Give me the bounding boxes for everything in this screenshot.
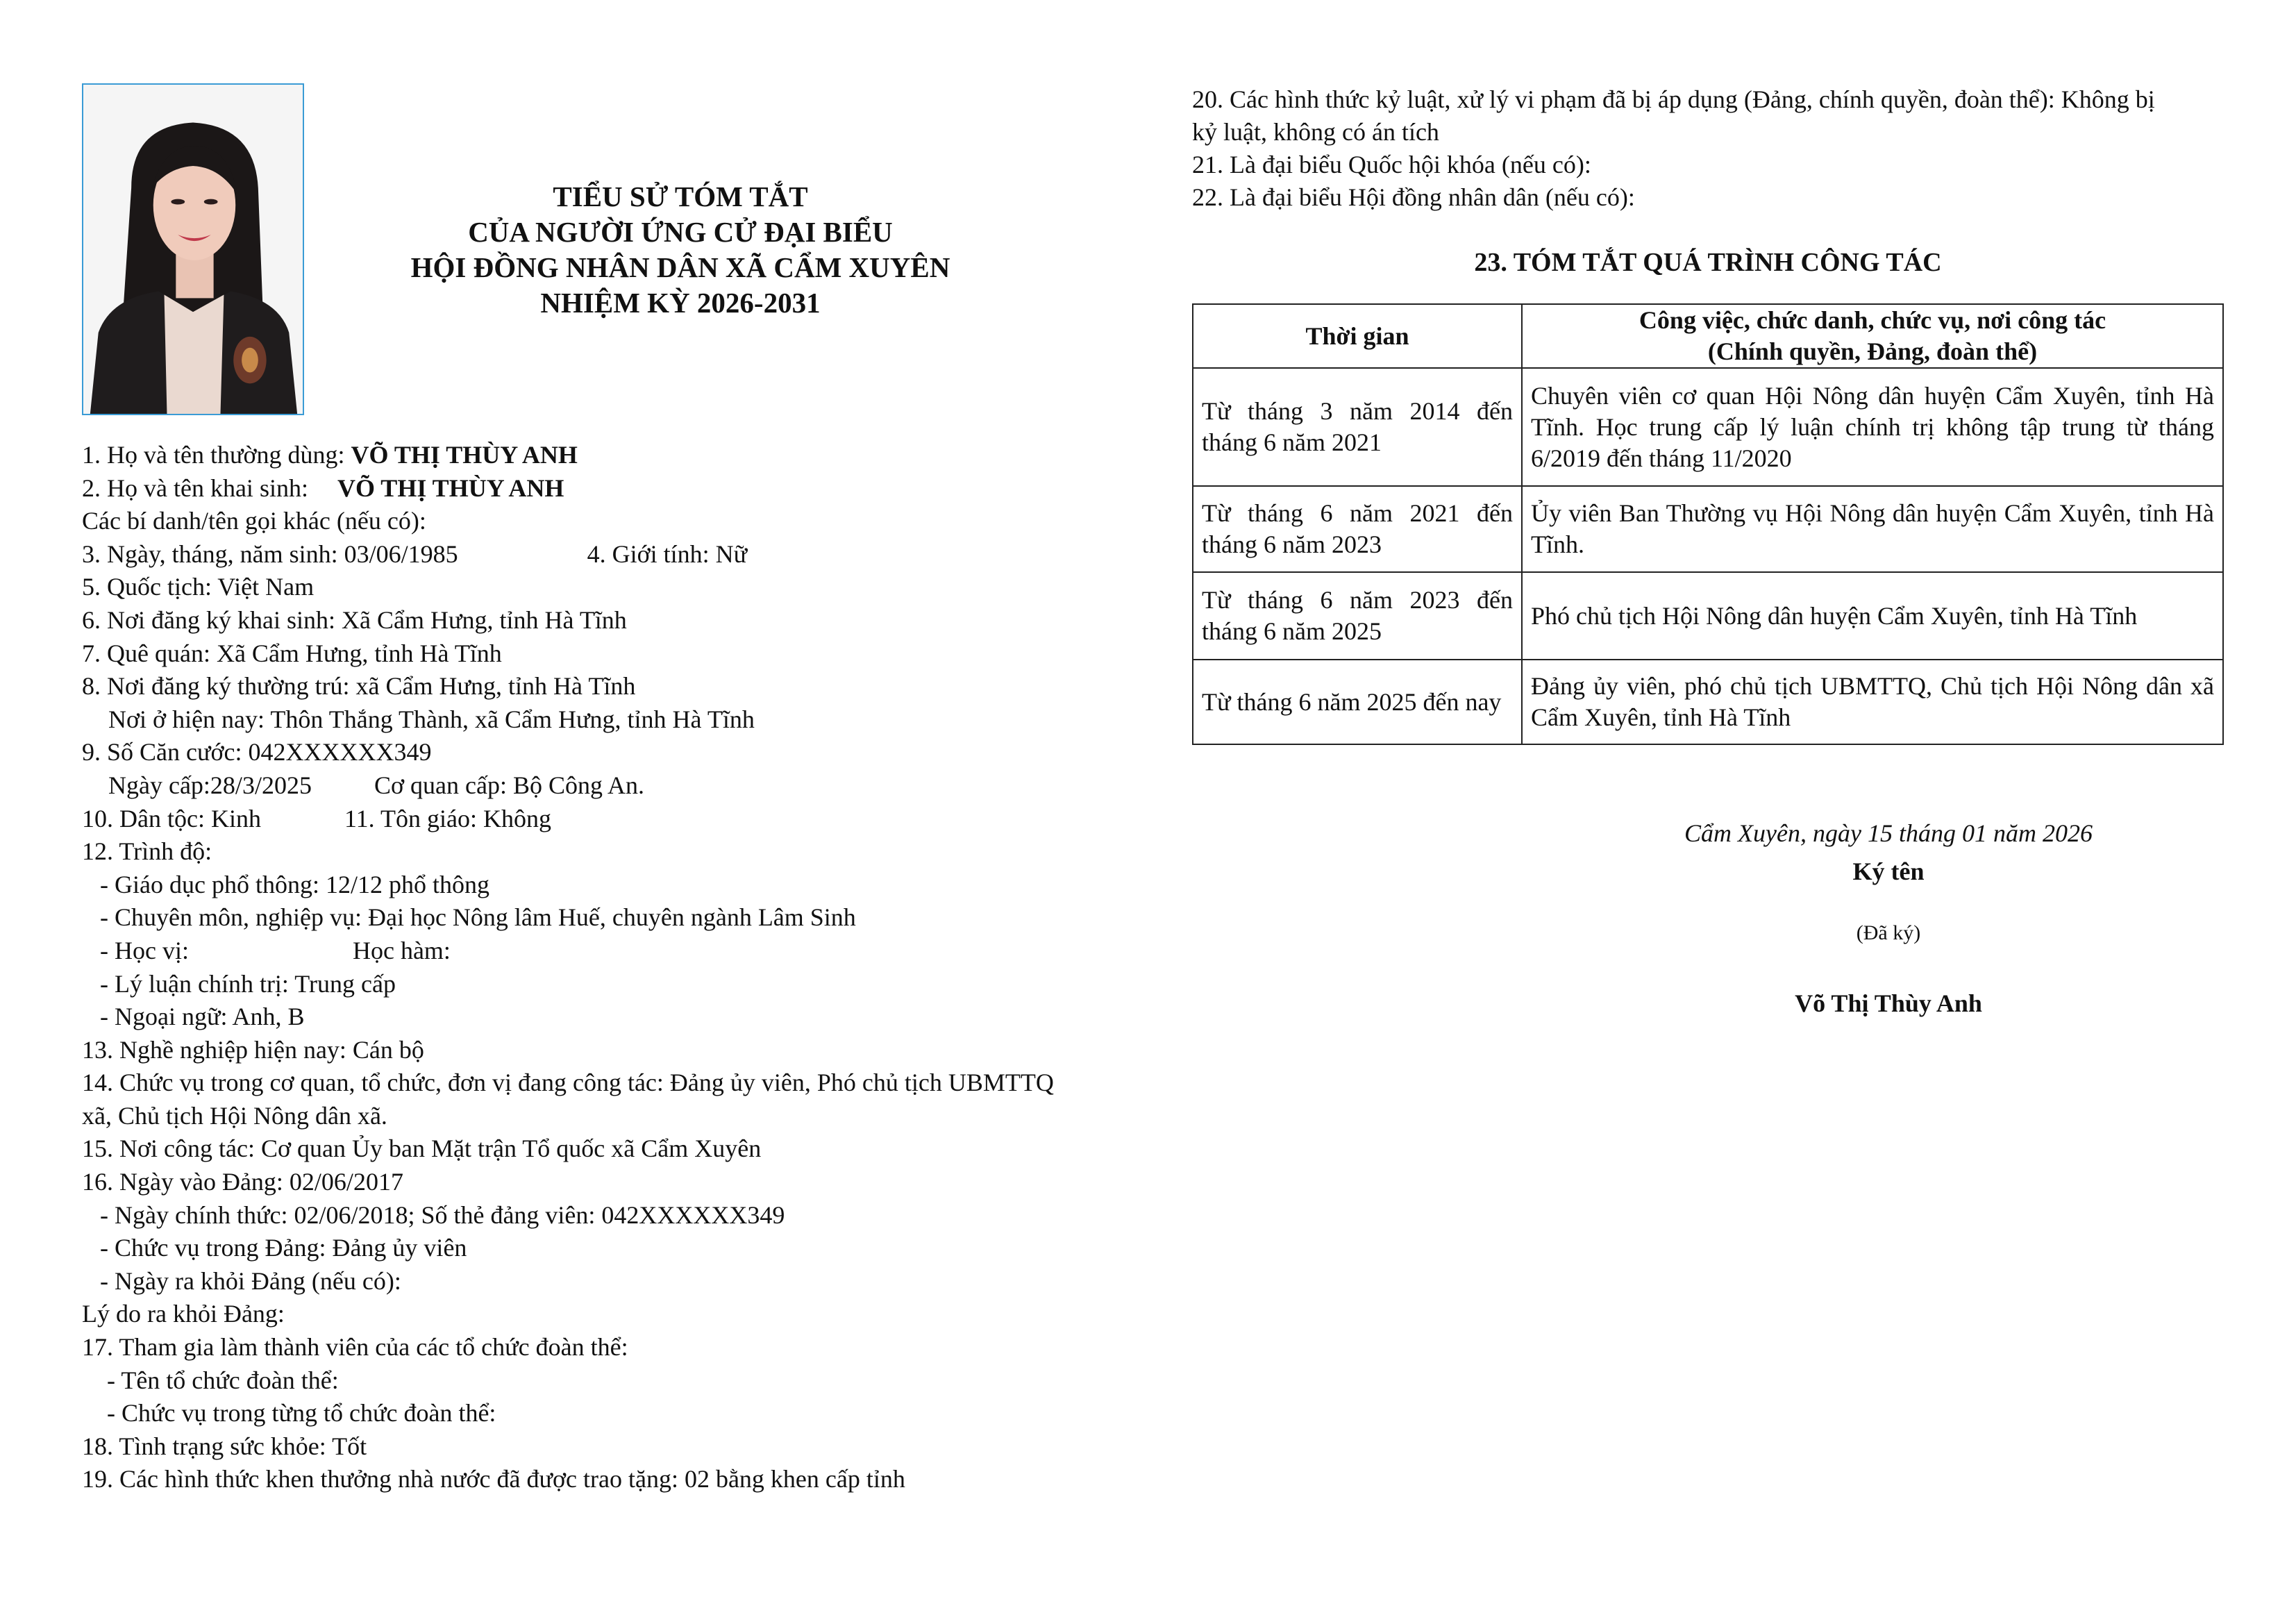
- personal-info-section: [82, 439, 1137, 1496]
- row-job: Chuyên viên cơ quan Hội Nông dân huyện Cẩm Xuyên, tỉnh Hà Tĩnh. Học trung cấp lý luận chính trị không tập trung từ tháng 6/2019 đến tháng 11/2020: [1522, 368, 2223, 486]
- row-job: Ủy viên Ban Thường vụ Hội Nông dân huyện Cẩm Xuyên, tỉnh Hà Tĩnh.: [1522, 486, 2223, 572]
- field-national-assembly: 21. Là đại biểu Quốc hội khóa (nếu có):: [1192, 151, 1591, 178]
- field-peoples-council: 22. Là đại biểu Hội đồng nhân dân (nếu có):: [1192, 183, 1635, 211]
- row-time: Từ tháng 6 năm 2021 đến tháng 6 năm 2023: [1193, 486, 1522, 572]
- field-permanent-residence: 8. Nơi đăng ký thường trú: xã Cẩm Hưng, tỉnh Hà Tĩnh: [82, 672, 636, 701]
- title-line-2: CỦA NGƯỜI ỨNG CỬ ĐẠI BIỂU: [468, 216, 893, 248]
- table-row: [1193, 368, 2223, 486]
- field-gender: 4. Giới tính: Nữ: [587, 539, 748, 568]
- signature-block: [1645, 812, 2131, 1021]
- field-health: 18. Tình trạng sức khỏe: Tốt: [82, 1432, 367, 1460]
- field-occupation: 13. Nghề nghiệp hiện nay: Cán bộ: [82, 1035, 424, 1064]
- work-history-table: [1192, 303, 2224, 745]
- field-position-line-1: 14. Chức vụ trong cơ quan, tổ chức, đơn vị đang công tác: Đảng ủy viên, Phó chủ tịch UBMTTQ: [82, 1069, 1054, 1097]
- row-job: Đảng ủy viên, phó chủ tịch UBMTTQ, Chủ tịch Hội Nông dân xã Cẩm Xuyên, tỉnh Hà Tĩnh: [1522, 660, 2223, 744]
- field-party-position: - Chức vụ trong Đảng: Đảng ủy viên: [100, 1234, 467, 1262]
- table-header-row: [1193, 304, 2223, 368]
- column-header-job-line-1: Công việc, chức danh, chức vụ, nơi công tác: [1639, 306, 2106, 334]
- field-religion: 11. Tôn giáo: Không: [344, 804, 551, 832]
- field-party-join-date: 16. Ngày vào Đảng: 02/06/2017: [82, 1168, 403, 1196]
- field-education-heading: 12. Trình độ:: [82, 837, 212, 866]
- title-line-4: NHIỆM KỲ 2026-2031: [540, 287, 821, 319]
- right-info-section: [1192, 83, 2224, 214]
- field-nationality: 5. Quốc tịch: Việt Nam: [82, 573, 315, 601]
- field-degree: - Học vị:: [100, 936, 189, 964]
- field-organizations-heading: 17. Tham gia làm thành viên của các tổ chức đoàn thể:: [82, 1333, 628, 1362]
- field-workplace: 15. Nơi công tác: Cơ quan Ủy ban Mặt trận Tổ quốc xã Cẩm Xuyên: [82, 1135, 762, 1163]
- title-line-3: HỘI ĐỒNG NHÂN DÂN XÃ CẨM XUYÊN: [410, 251, 950, 283]
- field-academic-title: Học hàm:: [352, 936, 451, 964]
- field-party-leave-date: - Ngày ra khỏi Đảng (nếu có):: [100, 1266, 401, 1295]
- field-label: 2. Họ và tên khai sinh:: [82, 474, 308, 502]
- field-label: 1. Họ và tên thường dùng:: [82, 441, 351, 469]
- row-time: Từ tháng 3 năm 2014 đến tháng 6 năm 2021: [1193, 368, 1522, 486]
- signed-note: (Đã ký): [1856, 921, 1921, 944]
- field-awards: 19. Các hình thức khen thưởng nhà nước đã được trao tặng: 02 bằng khen cấp tỉnh: [82, 1465, 905, 1493]
- work-history-title: 23. TÓM TẮT QUÁ TRÌNH CÔNG TÁC: [1474, 248, 1942, 277]
- field-current-residence: Nơi ở hiện nay: Thôn Thắng Thành, xã Cẩm Hưng, tỉnh Hà Tĩnh: [108, 705, 755, 733]
- table-row: [1193, 486, 2223, 572]
- column-header-time: Thời gian: [1193, 304, 1522, 368]
- column-header-job-line-2: (Chính quyền, Đảng, đoàn thể): [1707, 337, 2038, 365]
- field-degree-title: [82, 935, 1137, 968]
- field-hometown: 7. Quê quán: Xã Cẩm Hưng, tỉnh Hà Tĩnh: [82, 639, 502, 667]
- field-discipline-line-1: 20. Các hình thức kỷ luật, xử lý vi phạm đã bị áp dụng (Đảng, chính quyền, đoàn thể): Không bị: [1192, 85, 2155, 113]
- field-position-line-2: xã, Chủ tịch Hội Nông dân xã.: [82, 1101, 387, 1130]
- row-time: Từ tháng 6 năm 2023 đến tháng 6 năm 2025: [1193, 572, 1522, 660]
- field-birth-date-gender: [82, 538, 1137, 571]
- field-party-leave-reason: Lý do ra khỏi Đảng:: [82, 1300, 285, 1328]
- candidate-portrait-photo: [82, 83, 304, 415]
- field-value: VÕ THỊ THÙY ANH: [337, 474, 564, 502]
- signer-label: Ký tên: [1852, 857, 1925, 885]
- field-discipline-line-2: kỷ luật, không có án tích: [1192, 118, 1439, 146]
- row-time: Từ tháng 6 năm 2025 đến nay: [1193, 660, 1522, 744]
- field-birth-name: [82, 472, 1137, 505]
- place-and-date: Cẩm Xuyên, ngày 15 tháng 01 năm 2026: [1684, 819, 2093, 847]
- document-title: [319, 179, 1041, 321]
- title-line-1: TIỂU SỬ TÓM TẮT: [553, 181, 808, 212]
- field-value: VÕ THỊ THÙY ANH: [351, 441, 578, 469]
- table-row: [1193, 660, 2223, 744]
- field-alias: Các bí danh/tên gọi khác (nếu có):: [82, 507, 426, 535]
- field-organization-name: - Tên tổ chức đoàn thể:: [107, 1366, 339, 1394]
- field-common-name: [82, 439, 1137, 472]
- field-id-issue: [82, 769, 1137, 803]
- row-job: Phó chủ tịch Hội Nông dân huyện Cẩm Xuyên, tỉnh Hà Tĩnh: [1522, 572, 2223, 660]
- field-organization-position: - Chức vụ trong từng tổ chức đoàn thể:: [107, 1399, 496, 1428]
- field-id-issue-date: Ngày cấp:28/3/2025: [108, 771, 312, 799]
- column-header-job: [1522, 304, 2223, 368]
- table-row: [1193, 572, 2223, 660]
- field-ethnicity: 10. Dân tộc: Kinh: [82, 804, 261, 832]
- field-political-theory: - Lý luận chính trị: Trung cấp: [100, 969, 396, 998]
- signer-name: Võ Thị Thùy Anh: [1795, 989, 1982, 1017]
- field-professional-education: - Chuyên môn, nghiệp vụ: Đại học Nông lâm Huế, chuyên ngành Lâm Sinh: [100, 903, 856, 932]
- field-general-education: - Giáo dục phổ thông: 12/12 phổ thông: [100, 870, 489, 898]
- field-foreign-language: - Ngoại ngữ: Anh, B: [100, 1003, 305, 1031]
- field-birth-registration: 6. Nơi đăng ký khai sinh: Xã Cẩm Hưng, tỉnh Hà Tĩnh: [82, 605, 627, 634]
- field-ethnicity-religion: [82, 803, 1137, 836]
- field-id-issuer: Cơ quan cấp: Bộ Công An.: [374, 771, 644, 799]
- field-id-number: 9. Số Căn cước: 042XXXXXX349: [82, 738, 432, 767]
- field-birth-date: 3. Ngày, tháng, năm sinh: 03/06/1985: [82, 539, 458, 568]
- field-party-official-date: - Ngày chính thức: 02/06/2018; Số thẻ đảng viên: 042XXXXXX349: [100, 1200, 785, 1229]
